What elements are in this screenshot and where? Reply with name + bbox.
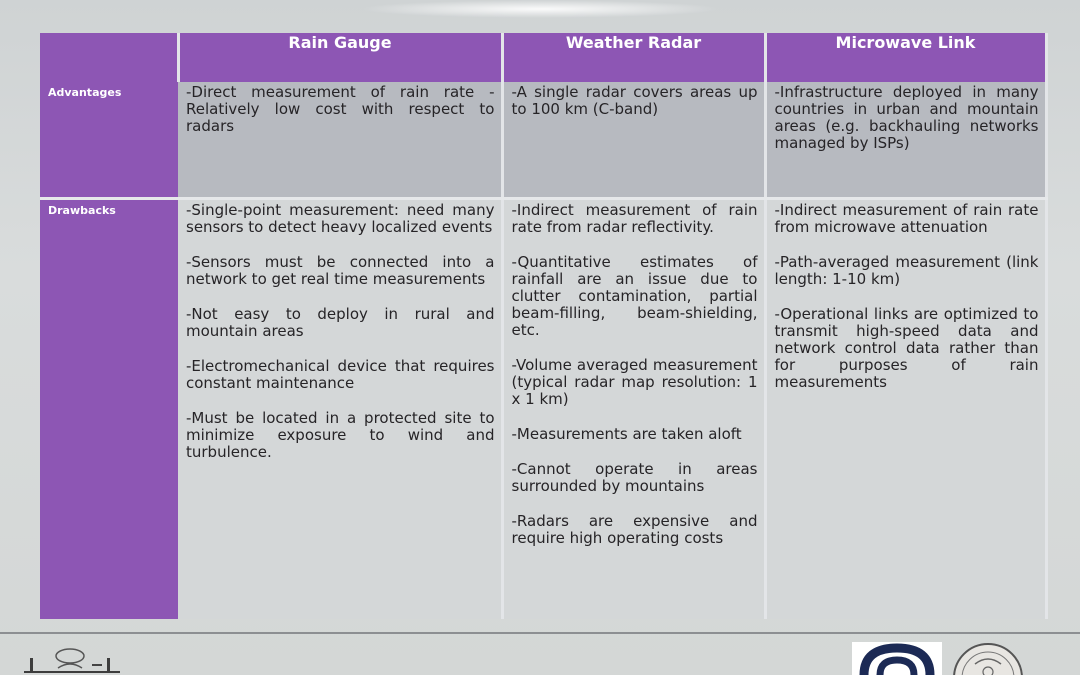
cell-text: -Operational links are optimized to transmit high-speed data and network control data rather than for purposes of rain measurements: [774, 304, 1039, 391]
advantages-row: [40, 82, 1046, 198]
cell-text: -Single-point measurement: need many sensors to detect heavy localized events: [186, 200, 495, 236]
header-weather-radar: Weather Radar: [502, 33, 765, 82]
comparison-table: [40, 33, 1048, 619]
cell-text: -Must be located in a protected site to minimize exposure to wind and turbulence.: [186, 408, 495, 461]
drawbacks-row: [40, 198, 1046, 619]
footer-divider: [0, 632, 1080, 634]
drawbacks-weather-radar-cell: [502, 198, 765, 619]
advantages-weather-radar-cell: [502, 82, 765, 198]
header-rain-gauge: Rain Gauge: [178, 33, 502, 82]
university-seal-icon: [945, 640, 1031, 675]
advantages-microwave-link-cell: [765, 82, 1046, 198]
cell-text: -Radars are expensive and require high operating costs: [511, 511, 758, 547]
cell-text: -Measurements are taken aloft: [511, 424, 742, 443]
cell-text: -Path-averaged measurement (link length: 1-10 km): [774, 252, 1039, 288]
cell-text: -A single radar covers areas up to 100 km (C-band): [511, 83, 758, 118]
cnr-logo-icon: [852, 642, 942, 675]
header-microwave-link: Microwave Link: [765, 33, 1046, 82]
cell-text: -Volume averaged measurement (typical radar map resolution: 1 x 1 km): [511, 355, 758, 408]
drawbacks-microwave-link-cell: [765, 198, 1046, 619]
header-row: [40, 33, 1046, 82]
cell-text: -Quantitative estimates of rainfall are an issue due to clutter contamination, partial beam-filling, beam-shielding, etc.: [511, 252, 758, 339]
cell-text: -Cannot operate in areas surrounded by mountains: [511, 459, 758, 495]
cell-text: -Direct measurement of rain rate -Relatively low cost with respect to radars: [186, 83, 495, 135]
cell-text: -Electromechanical device that requires constant maintenance: [186, 356, 495, 392]
advantages-rain-gauge-cell: [178, 82, 502, 198]
cell-text: -Not easy to deploy in rural and mountain areas: [186, 304, 495, 340]
row-label-advantages: Advantages: [40, 82, 178, 198]
projector-glare: [360, 0, 720, 18]
drawbacks-rain-gauge-cell: [178, 198, 502, 619]
cell-text: -Sensors must be connected into a network to get real time measurements: [186, 252, 495, 288]
left-institution-logo-icon: [22, 644, 122, 675]
cell-text: -Indirect measurement of rain rate from radar reflectivity.: [511, 200, 758, 236]
cell-text: -Infrastructure deployed in many countries in urban and mountain areas (e.g. backhauling networks managed by ISPs): [774, 83, 1039, 152]
row-label-drawbacks: Drawbacks: [40, 198, 178, 619]
header-corner-cell: [40, 33, 178, 82]
cell-text: -Indirect measurement of rain rate from microwave attenuation: [774, 200, 1039, 236]
